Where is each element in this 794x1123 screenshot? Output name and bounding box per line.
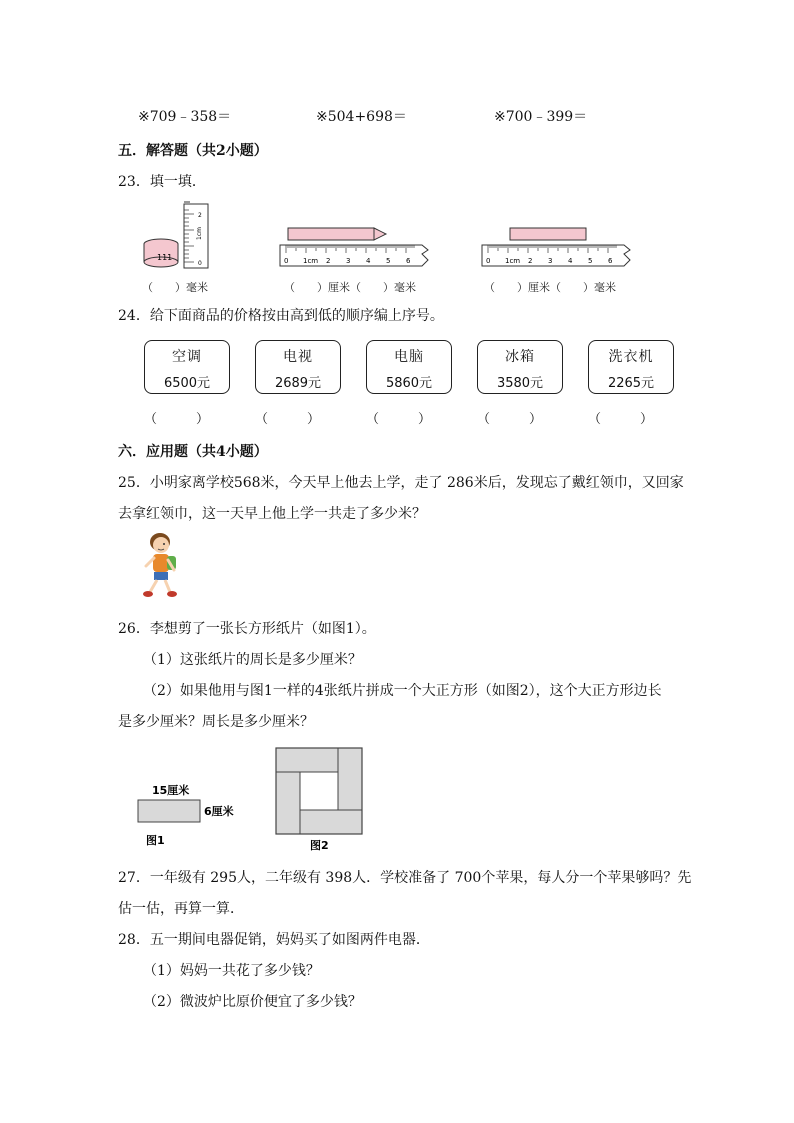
product-card-4	[477, 340, 563, 394]
section-5-heading: 五．解答题（共2小题）	[118, 143, 268, 159]
q24-text: 24．给下面商品的价格按由高到低的顺序编上序号。	[118, 308, 444, 324]
vertical-ruler	[184, 202, 208, 268]
answer-blank-3[interactable]: （ ）	[366, 412, 432, 427]
tape-measure-figure	[140, 198, 220, 272]
svg-text:5: 5	[386, 257, 391, 265]
svg-text:6: 6	[608, 257, 613, 265]
tape-label: 111	[157, 253, 173, 262]
figure-2-square	[274, 746, 366, 854]
answer-blank-2[interactable]: （ ）	[255, 412, 321, 427]
svg-text:6: 6	[406, 257, 411, 265]
product-card-1	[144, 340, 230, 394]
q25-line-2: 去拿红领巾，这一天早上他上学一共走了多少米？	[118, 506, 426, 522]
q26-sub-2: （2）如果他用与图1一样的4张纸片拼成一个大正方形（如图2），这个大正方形边长	[143, 683, 662, 699]
svg-text:0: 0	[284, 257, 289, 265]
section-6-heading: 六．应用题（共4小题）	[118, 444, 268, 460]
svg-text:3: 3	[548, 257, 553, 265]
answer-blank-4[interactable]: （ ）	[477, 412, 543, 427]
product-price: 3580元	[496, 376, 544, 391]
svg-text:1cm: 1cm	[303, 257, 319, 265]
product-name: 冰箱	[505, 349, 535, 365]
horizontal-ruler-2	[482, 245, 630, 266]
q26-text: 26．李想剪了一张长方形纸片（如图1）。	[118, 621, 376, 637]
paper-strip	[510, 228, 586, 240]
svg-text:2: 2	[326, 257, 331, 265]
product-name: 电脑	[394, 349, 424, 365]
calc-item-1: ※709﹣358＝	[138, 109, 232, 125]
fig1-caption: 图1	[146, 834, 165, 847]
q28-text: 28．五一期间电器促销，妈妈买了如图两件电器．	[118, 932, 430, 948]
svg-text:1cm: 1cm	[196, 227, 203, 240]
q27-line-2: 估一估，再算一算．	[118, 901, 244, 917]
horizontal-ruler-1	[280, 245, 428, 266]
product-card-5	[588, 340, 674, 394]
fig1-length-label: 15厘米	[152, 784, 190, 797]
figure-1-rectangle	[136, 780, 256, 850]
fig2-caption: 图2	[310, 839, 329, 852]
q27-line-1: 27．一年级有 295人，二年级有 398人．学校准备了 700个苹果，每人分一个苹果够吗？先	[118, 870, 692, 886]
svg-text:1cm: 1cm	[505, 257, 521, 265]
product-price: 2265元	[607, 376, 655, 391]
product-name: 洗衣机	[608, 349, 654, 365]
product-card-2	[255, 340, 341, 394]
product-price: 5860元	[385, 376, 433, 391]
product-card-3	[366, 340, 452, 394]
svg-text:5: 5	[588, 257, 593, 265]
svg-text:0: 0	[486, 257, 491, 265]
svg-text:0: 0	[198, 260, 202, 267]
q23-caption-2: （ ）厘米（ ）毫米	[284, 281, 416, 294]
q23-caption-3: （ ）厘米（ ）毫米	[484, 281, 616, 294]
q23-caption-1: （ ）毫米	[142, 281, 208, 294]
strip-ruler-figure	[478, 220, 638, 272]
answer-blank-5[interactable]: （ ）	[588, 412, 654, 427]
svg-text:4: 4	[366, 257, 371, 265]
q25-line-1: 25．小明家离学校568米，今天早上他去上学，走了 286米后，发现忘了戴红领巾，又回家	[118, 475, 684, 491]
svg-text:3: 3	[346, 257, 351, 265]
calc-item-3: ※700﹣399＝	[494, 109, 588, 125]
svg-text:4: 4	[568, 257, 573, 265]
q26-sub-2-cont: 是多少厘米？周长是多少厘米？	[118, 714, 314, 730]
svg-text:2: 2	[528, 257, 533, 265]
product-name: 空调	[172, 349, 202, 365]
pencil-icon	[288, 228, 386, 240]
tape-measure-icon	[144, 239, 178, 267]
q26-sub-1: （1）这张纸片的周长是多少厘米？	[143, 652, 362, 668]
fig1-width-label: 6厘米	[204, 805, 234, 818]
q23-text: 23．填一填．	[118, 174, 206, 190]
svg-text:2: 2	[198, 212, 202, 219]
boy-walking-icon	[140, 530, 186, 602]
product-price: 6500元	[163, 376, 211, 391]
q28-sub-1: （1）妈妈一共花了多少钱？	[143, 963, 320, 979]
answer-blank-1[interactable]: （ ）	[144, 412, 210, 427]
q28-sub-2: （2）微波炉比原价便宜了多少钱？	[143, 994, 362, 1010]
pencil-ruler-figure	[276, 220, 436, 272]
product-price: 2689元	[274, 376, 322, 391]
calc-item-2: ※504+698＝	[316, 109, 407, 125]
product-name: 电视	[283, 349, 313, 365]
